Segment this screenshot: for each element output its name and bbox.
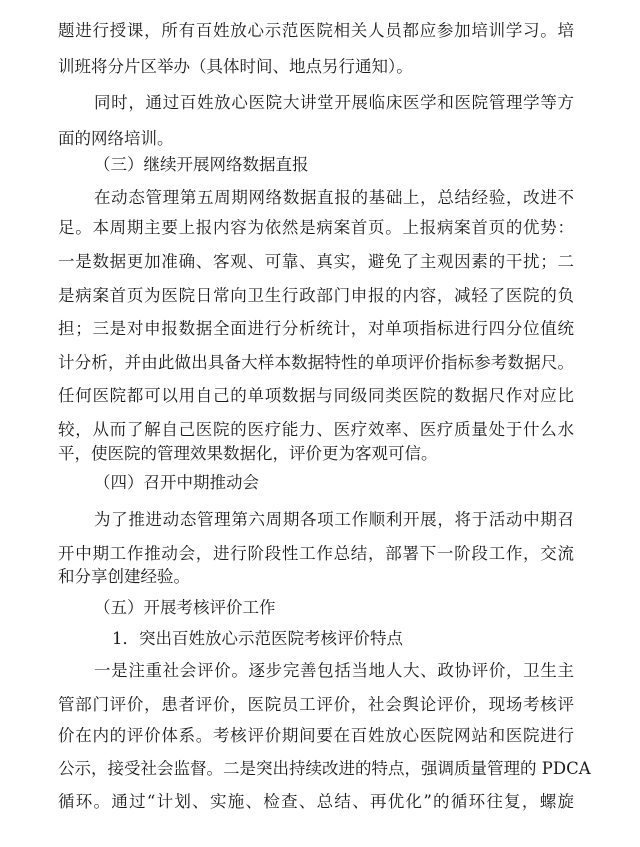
- text-line: 计分析，并由此做出具备大样本数据特性的单项评价指标参考数据尺。: [58, 353, 574, 372]
- subsection-heading: 1．突出百姓放心示范医院考核评价特点: [112, 629, 403, 648]
- text-line: 面的网络培训。: [58, 129, 174, 148]
- text-line: 训班将分片区举办（具体时间、地点另行通知）。: [58, 57, 413, 76]
- text-line: 一是注重社会评价。逐步完善包括当地人大、政协评价，卫生主: [94, 661, 574, 680]
- section-heading: （四）召开中期推动会: [94, 473, 259, 492]
- text-line: 同时，通过百姓放心医院大讲堂开展临床医学和医院管理学等方: [94, 93, 574, 112]
- text-line: 公示，接受社会监督。二是突出持续改进的特点，强调质量管理的 PDCA: [58, 759, 591, 778]
- text-line: 任何医院都可以用自己的单项数据与同级同类医院的数据尺作对应比: [58, 386, 574, 405]
- section-heading: （三）继续开展网络数据直报: [94, 155, 309, 174]
- text-line: 管部门评价，患者评价，医院员工评价，社会舆论评价，现场考核评: [58, 695, 574, 714]
- text-line: 平，使医院的管理效果数据化，评价更为客观可信。: [58, 444, 438, 463]
- text-line: 担；三是对申报数据全面进行分析统计，对单项指标进行四分位值统: [58, 319, 574, 338]
- text-line: 是病案首页为医院日常向卫生行政部门申报的内容，减轻了医院的负: [58, 286, 574, 305]
- text-line: 为了推进动态管理第六周期各项工作顺利开展，将于活动中期召: [94, 510, 574, 529]
- text-line: 价在内的评价体系。考核评价期间要在百姓放心医院网站和医院进行: [58, 726, 574, 745]
- text-line: 一是数据更加准确、客观、可靠、真实，避免了主观因素的干扰；二: [58, 252, 574, 271]
- text-line: 题进行授课，所有百姓放心示范医院相关人员都应参加培训学习。培: [58, 21, 574, 40]
- text-line: 较，从而了解自己医院的医疗能力、医疗效率、医疗质量处于什么水: [58, 420, 574, 439]
- text-line: 在动态管理第五周期网络数据直报的基础上，总结经验，改进不: [94, 188, 574, 207]
- text-line: 循环。通过“计划、实施、检查、总结、再优化”的循环往复，螺旋: [58, 792, 574, 811]
- text-line: 足。本周期主要上报内容为依然是病案首页。上报病案首页的优势：: [58, 218, 574, 237]
- text-line: 和分享创建经验。: [58, 567, 190, 586]
- text-line: 开中期工作推动会，进行阶段性工作总结，部署下一阶段工作，交流: [58, 544, 574, 563]
- section-heading: （五）开展考核评价工作: [94, 598, 276, 617]
